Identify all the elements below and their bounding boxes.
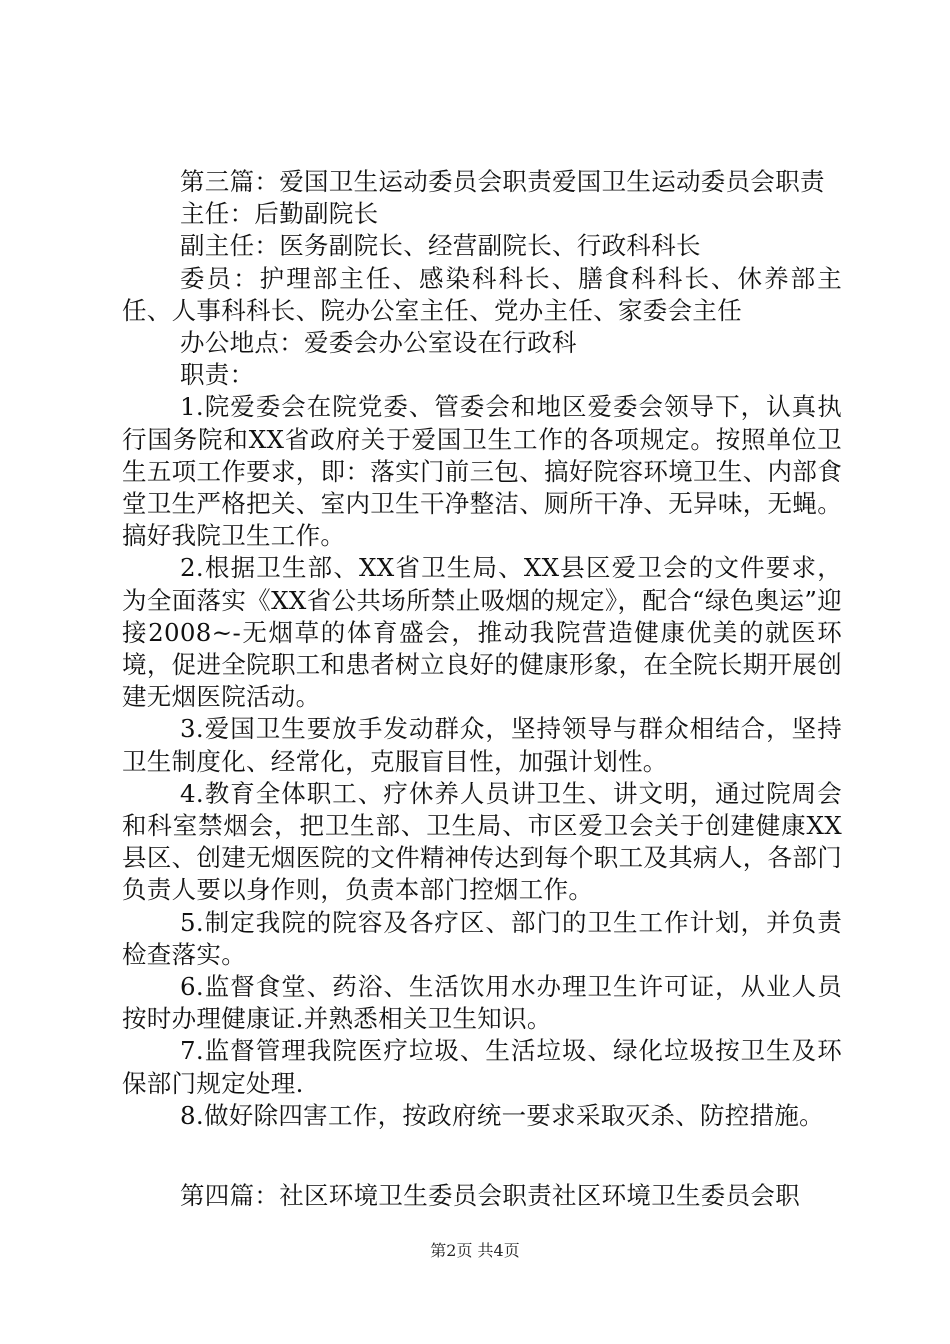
duty-item: 3.爱国卫生要放手发动群众，坚持领导与群众相结合，坚持卫生制度化、经常化，克服盲目性，加强计划性。 [122,714,842,776]
duty-item: 8.做好除四害工作，按政府统一要求采取灭杀、防控措施。 [180,1100,824,1130]
members-line: 委员：护理部主任、感染科科长、膳食科科长、休养部主任、人事科科长、院办公室主任、党办主任、家委会主任 [122,263,842,325]
next-section-title: 第四篇：社区环境卫生委员会职责社区环境卫生委员会职 [180,1181,800,1211]
duty-item: 4.教育全体职工、疗休养人员讲卫生、讲文明，通过院周会和科室禁烟会，把卫生部、卫生局、市区爱卫会关于创建健康XX县区、创建无烟医院的文件精神传达到每个职工及其病人，各部门负责人要以身作则，负责本部门控烟工作。 [122,778,842,905]
duty-item: 1.院爱委会在院党委、管委会和地区爱委会领导下，认真执行国务院和XX省政府关于爱国卫生工作的各项规定。按照单位卫生五项工作要求，即：落实门前三包、搞好院容环境卫生、内部食堂卫生严格把关、室内卫生干净整洁、厕所干净、无异味，无蝇。搞好我院卫生工作。 [122,392,842,551]
duty-item: 6.监督食堂、药浴、生活饮用水办理卫生许可证，从业人员按时办理健康证.并熟悉相关卫生知识。 [122,972,842,1034]
deputy-director-line: 副主任：医务副院长、经营副院长、行政科科长 [180,231,701,261]
duty-item: 5.制定我院的院容及各疗区、部门的卫生工作计划，并负责检查落实。 [122,907,842,969]
page-footer: 第2页 共4页 [430,1241,520,1260]
duties-heading: 职责： [180,360,255,390]
duty-item: 2.根据卫生部、XX省卫生局、XX县区爱卫会的文件要求，为全面落实《XX省公共场所禁止吸烟的规定》，配合“绿色奥运”迎接2008~-无烟草的体育盛会，推动我院营造健康优美的就医环境，促进全院职工和患者树立良好的健康形象，在全院长期开展创建无烟医院活动。 [122,553,842,712]
duty-item: 7.监督管理我院医疗垃圾、生活垃圾、绿化垃圾按卫生及环保部门规定处理. [122,1036,842,1098]
section-spacer [122,1132,842,1180]
office-line: 办公地点：爱委会办公室设在行政科 [180,328,577,358]
section-title: 第三篇：爱国卫生运动委员会职责爱国卫生运动委员会职责 [180,167,825,196]
director-line: 主任：后勤副院长 [180,199,379,229]
document-body [122,166,842,1212]
